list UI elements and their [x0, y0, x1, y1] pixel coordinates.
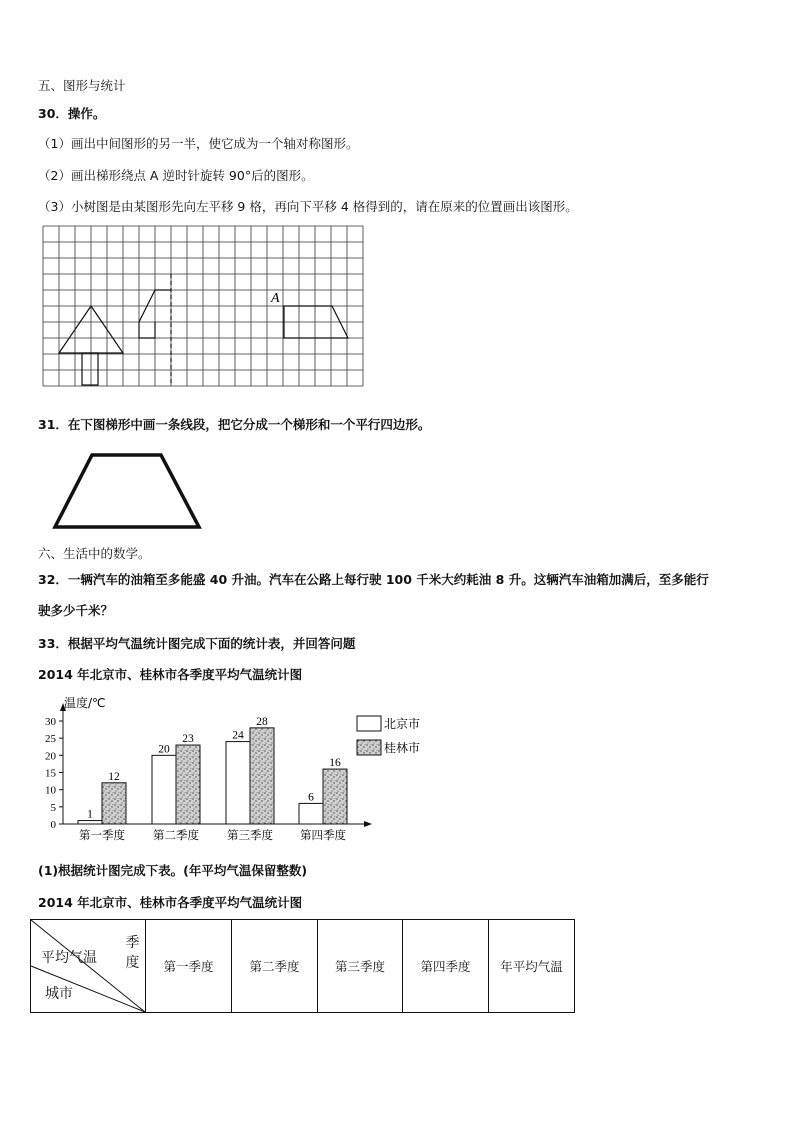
bar-beijing	[152, 755, 176, 824]
category-label: 第一季度	[79, 828, 125, 842]
x-axis-arrow	[364, 821, 372, 827]
bar-value-label: 23	[182, 733, 194, 746]
bar-guilin	[102, 783, 126, 824]
y-tick-label: 30	[45, 716, 56, 728]
q32-line-1: 32．一辆汽车的油箱至多能盛 40 升油。汽车在公路上每行驶 100 千米大约耗油 8 升。这辆汽车油箱加满后，至多能行	[38, 572, 709, 587]
y-tick-label: 0	[50, 819, 56, 831]
header-temp: 平均气温	[41, 950, 97, 966]
category-label: 第二季度	[153, 828, 199, 842]
col-q1: 第一季度	[146, 920, 232, 1013]
bar-value-label: 20	[158, 743, 170, 756]
diagonal-header-cell	[31, 920, 146, 1013]
bar-guilin	[176, 745, 200, 824]
y-tick-label: 5	[50, 801, 56, 814]
q33-sub1: (1)根据统计图完成下表。(年平均气温保留整数)	[38, 863, 308, 878]
bar-value-label: 16	[329, 757, 341, 770]
q30-item-3: （3）小树图是由某图形先向左平移 9 格，再向下平移 4 格得到的，请在原来的位置画出该图形。	[38, 199, 578, 214]
bar-beijing	[78, 821, 102, 824]
q32-line-2: 驶多少千米？	[38, 603, 114, 618]
y-tick-label: 10	[45, 784, 56, 797]
point-a-label: A	[271, 291, 280, 306]
y-tick-label: 15	[45, 767, 56, 780]
bar-value-label: 1	[87, 808, 93, 821]
table-heading: 2014 年北京市、桂林市各季度平均气温统计图	[38, 895, 303, 910]
q30-title: 30．操作。	[38, 106, 106, 121]
bar-value-label: 24	[232, 729, 244, 742]
bar-beijing	[299, 803, 323, 824]
table-header-row	[31, 920, 575, 1013]
y-axis-label: 温度/℃	[64, 696, 106, 710]
bar-guilin	[323, 769, 347, 824]
bar-guilin	[250, 728, 274, 824]
y-tick-label: 25	[45, 733, 56, 746]
header-season: 季度	[125, 935, 140, 971]
col-q3: 第三季度	[318, 920, 403, 1013]
legend-label: 桂林市	[384, 741, 421, 755]
header-city: 城市	[45, 986, 73, 1002]
bar-value-label: 6	[308, 791, 314, 804]
q30-item-1: （1）画出中间图形的另一半，使它成为一个轴对称图形。	[38, 136, 359, 151]
q30-item-2: （2）画出梯形绕点 A 逆时针旋转 90°后的图形。	[38, 168, 314, 183]
section-six-title: 六、生活中的数学。	[38, 546, 151, 561]
bar-value-label: 28	[256, 715, 268, 728]
chart-heading: 2014 年北京市、桂林市各季度平均气温统计图	[38, 667, 303, 682]
category-label: 第三季度	[227, 828, 273, 842]
col-q4: 第四季度	[403, 920, 489, 1013]
legend-swatch	[357, 716, 381, 731]
legend-swatch	[357, 740, 381, 755]
q31-title: 31．在下图梯形中画一条线段，把它分成一个梯形和一个平行四边形。	[38, 417, 431, 432]
category-label: 第四季度	[300, 828, 346, 842]
stats-table	[30, 919, 575, 1013]
bar-beijing	[226, 742, 250, 824]
legend-label: 北京市	[384, 717, 421, 731]
col-annual-average: 年平均气温	[489, 920, 575, 1013]
q33-title: 33．根据平均气温统计图完成下面的统计表，并回答问题	[38, 636, 356, 651]
section-five-title: 五、图形与统计	[38, 78, 126, 93]
bar-value-label: 12	[108, 770, 120, 783]
col-q2: 第二季度	[232, 920, 318, 1013]
y-tick-label: 20	[45, 750, 56, 763]
